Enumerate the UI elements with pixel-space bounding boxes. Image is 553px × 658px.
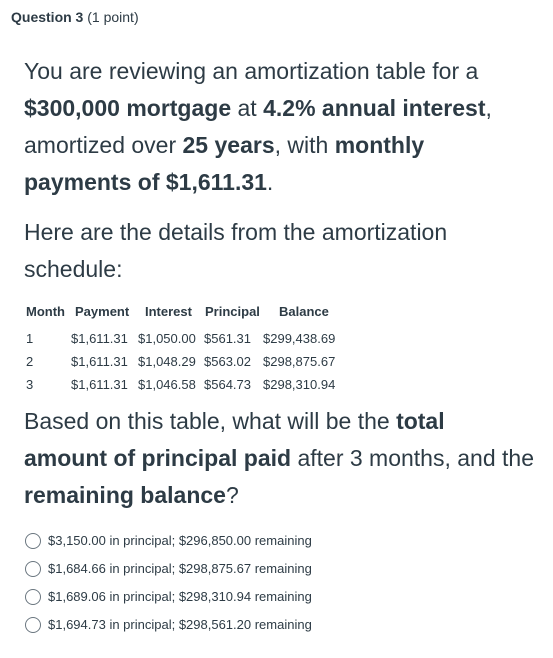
prompt-mortgage-amount: $300,000 mortgage — [24, 95, 232, 121]
answer-label: $1,694.73 in principal; $298,561.20 remaining — [48, 617, 312, 632]
answer-label: $1,684.66 in principal; $298,875.67 remaining — [48, 561, 312, 576]
question-header — [11, 9, 139, 25]
question-ask — [24, 403, 534, 514]
col-header-interest: Interest — [145, 304, 192, 319]
col-header-principal: Principal — [205, 304, 260, 319]
cell-payment: $1,611.31 — [71, 354, 128, 369]
prompt-text: , amortized over — [24, 95, 492, 158]
cell-payment: $1,611.31 — [71, 331, 128, 346]
cell-month: 3 — [26, 377, 34, 392]
question-points: (1 point) — [87, 9, 139, 25]
ask-text: Based on this table, what will be the — [24, 408, 397, 434]
cell-principal: $564.73 — [204, 377, 251, 392]
prompt-payment: monthly payments of $1,611.31 — [24, 132, 425, 195]
question-title: Question 3 — [11, 9, 84, 25]
cell-month: 1 — [26, 331, 34, 346]
cell-principal: $563.02 — [204, 354, 251, 369]
radio-button[interactable] — [25, 533, 41, 549]
cell-balance: $299,438.69 — [263, 331, 336, 346]
cell-principal: $561.31 — [204, 331, 251, 346]
prompt-text: . — [266, 169, 274, 195]
answer-label: $3,150.00 in principal; $296,850.00 remaining — [48, 533, 312, 548]
prompt-term: 25 years — [182, 132, 275, 158]
ask-emphasis-principal: total amount of principal paid — [24, 408, 445, 471]
ask-text: after 3 months, and the — [291, 445, 534, 471]
prompt-text: , with — [274, 132, 335, 158]
col-header-payment: Payment — [75, 304, 130, 319]
prompt-text: at — [231, 95, 264, 121]
radio-button[interactable] — [25, 617, 41, 633]
prompt-interest-rate: 4.2% annual interest — [263, 95, 486, 121]
cell-interest: $1,046.58 — [138, 377, 196, 392]
ask-text: ? — [225, 482, 239, 508]
cell-month: 2 — [26, 354, 34, 369]
answer-label: $1,689.06 in principal; $298,310.94 remaining — [48, 589, 312, 604]
radio-button[interactable] — [25, 561, 41, 577]
col-header-month: Month — [26, 304, 65, 319]
cell-balance: $298,875.67 — [263, 354, 336, 369]
prompt-text: You are reviewing an amortization table for a — [24, 58, 479, 84]
question-prompt — [24, 53, 534, 201]
cell-interest: $1,050.00 — [138, 331, 196, 346]
schedule-intro: Here are the details from the amortization schedule: — [24, 219, 448, 282]
cell-balance: $298,310.94 — [263, 377, 336, 392]
cell-interest: $1,048.29 — [138, 354, 196, 369]
radio-button[interactable] — [25, 589, 41, 605]
ask-emphasis-balance: remaining balance — [24, 482, 226, 508]
cell-payment: $1,611.31 — [71, 377, 128, 392]
col-header-balance: Balance — [279, 304, 329, 319]
